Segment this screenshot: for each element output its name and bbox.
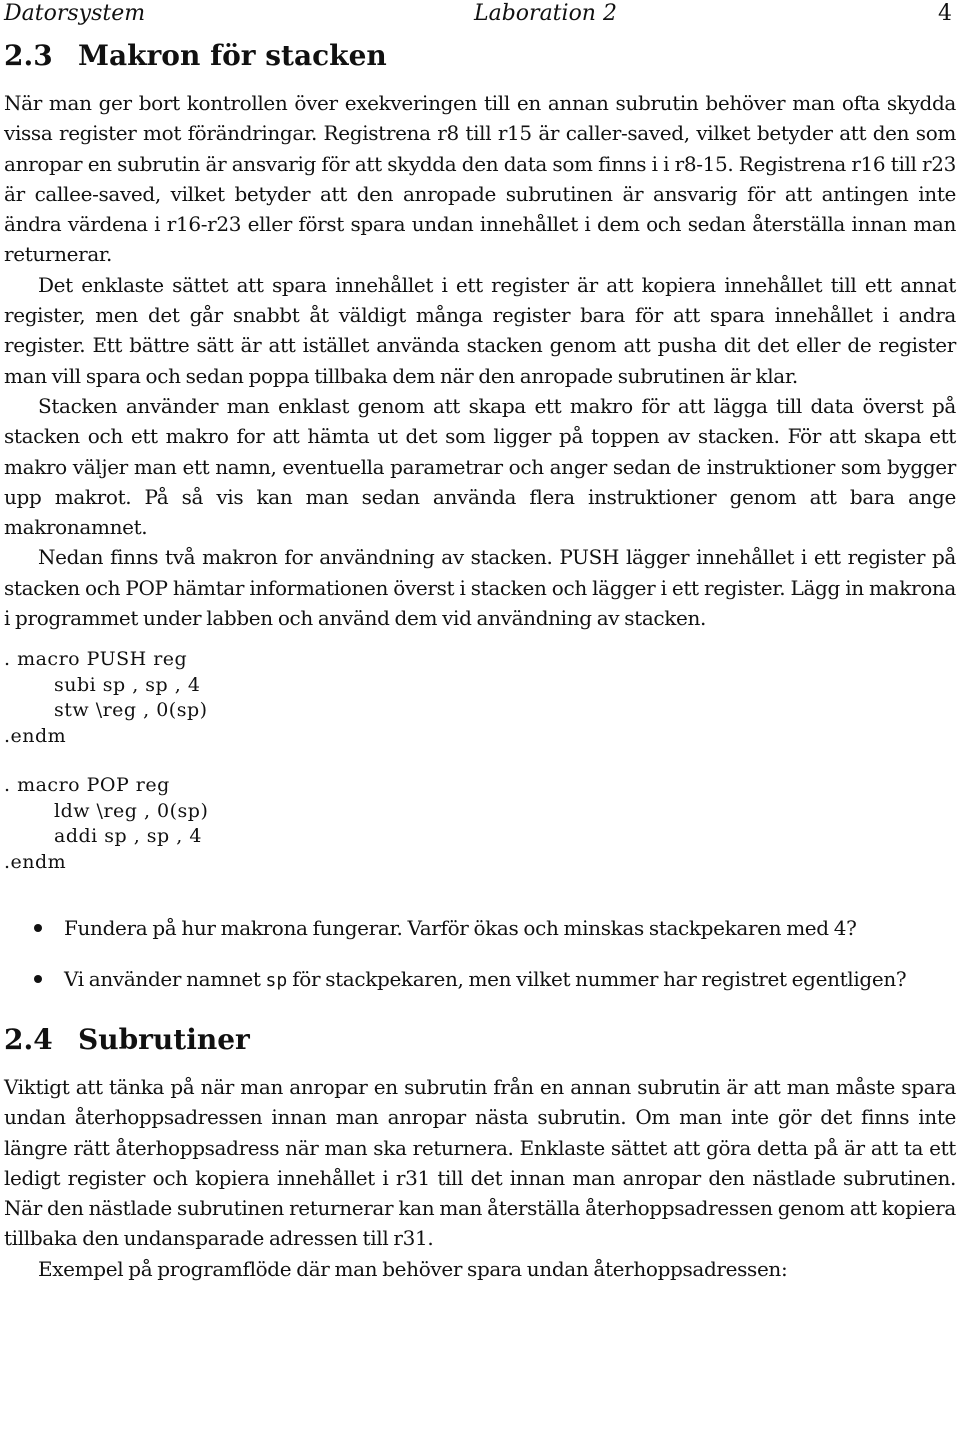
section-heading-2-3 — [4, 38, 956, 74]
header-page-number: 4 — [938, 1, 952, 26]
paragraph-return-address: Viktigt att tänka på när man anropar en subrutin från en annan subrutin är att man måste spara undan återhoppsadressen innan man anropar nästa subrutin. Om man inte gör det finns inte längre rätt återhoppsadress när man ska returnera. Enklaste sättet att göra detta på är att ta ett ledigt register och kopiera innehållet i r31 till det innan man anropar den nästlade subrutinen. När den nästlade subrutinen returnerar kan man återställa återhoppsadressen genom att kopiera tillbaka den undansparade adressen till r31. — [4, 1074, 956, 1251]
running-header — [4, 0, 956, 28]
inline-code-sp: sp — [265, 969, 288, 991]
question-item — [4, 913, 956, 943]
code-line: ldw \reg , 0(sp) — [54, 799, 209, 822]
header-course-title: Datorsystem — [4, 1, 146, 26]
question-text: Fundera på hur makrona fungerar. Varför ökas och minskas stackpekaren med 4? — [64, 916, 857, 941]
header-lab-title: Laboration 2 — [474, 1, 617, 26]
code-line: subi sp , sp , 4 — [54, 673, 201, 696]
paragraph-example-intro: Exempel på programflöde där man behöver spara undan återhoppsadressen: — [38, 1256, 788, 1281]
paragraph-push-pop: Nedan finns två makron for användning av stacken. PUSH lägger innehållet i ett register på stacken och POP hämtar informationen överst i stacken och lägger i ett register. Lägg in makrona i programmet under labben och använd dem vid användning av stacken. — [4, 545, 956, 631]
section-title: Makron för stacken — [78, 39, 387, 72]
code-line: .endm — [4, 850, 67, 873]
code-line: addi sp , sp , 4 — [54, 825, 202, 848]
code-line: . macro POP reg — [4, 774, 170, 797]
section-heading-2-4 — [4, 1022, 956, 1058]
code-block-push — [4, 647, 956, 749]
code-line: .endm — [4, 724, 67, 747]
question-list — [4, 913, 956, 996]
code-line: stw \reg , 0(sp) — [54, 699, 208, 722]
paragraph-stack-macro: Stacken använder man enklast genom att skapa ett makro för att lägga till data överst på stacken och ett makro for att hämta ut det som ligger på toppen av stacken. För att skapa ett makro väljer man ett namn, eventuella parametrar och anger sedan de instruktioner som bygger upp makrot. På så vis kan man sedan använda flera instruktioner genom att bara ange makronamnet. — [4, 393, 956, 540]
code-block-pop — [4, 773, 956, 875]
question-item — [4, 964, 956, 996]
paragraph-copy-register: Det enklaste sättet att spara innehållet i ett register är att kopiera innehållet till ett annat register, men det går snabbt åt väldigt många register bara för att spara innehållet i andra register. Ett bättre sätt är att istället använda stacken genom att pusha dit det eller de register man vill spara och sedan poppa tillbaka dem när den anropade subrutinen är klar. — [4, 272, 956, 388]
bullet-icon — [34, 924, 42, 932]
code-line: . macro PUSH reg — [4, 648, 188, 671]
question-text-before: Vi använder namnet — [64, 966, 266, 991]
section-number: 2.4 — [4, 1022, 53, 1056]
section-number: 2.3 — [4, 39, 53, 72]
question-text-after: för stackpekaren, men vilket nummer har registret egentligen? — [287, 966, 907, 991]
bullet-icon — [34, 975, 42, 983]
section-title: Subrutiner — [78, 1022, 250, 1056]
paragraph-registers: När man ger bort kontrollen över exekveringen till en annan subrutin behöver man ofta skydda vissa register mot förändringar. Registrena r8 till r15 är caller-saved, vilket betyder att den som anropar en subrutin är ansvarig för att skydda den data som finns i i r8-15. Registrena r16 till r23 är callee-saved, vilket betyder att den anropade subrutinen är ansvarig för att antingen inte ändra värdena i r16-r23 eller först spara undan innehållet i dem och sedan återställa innan man returnerar. — [4, 91, 956, 267]
